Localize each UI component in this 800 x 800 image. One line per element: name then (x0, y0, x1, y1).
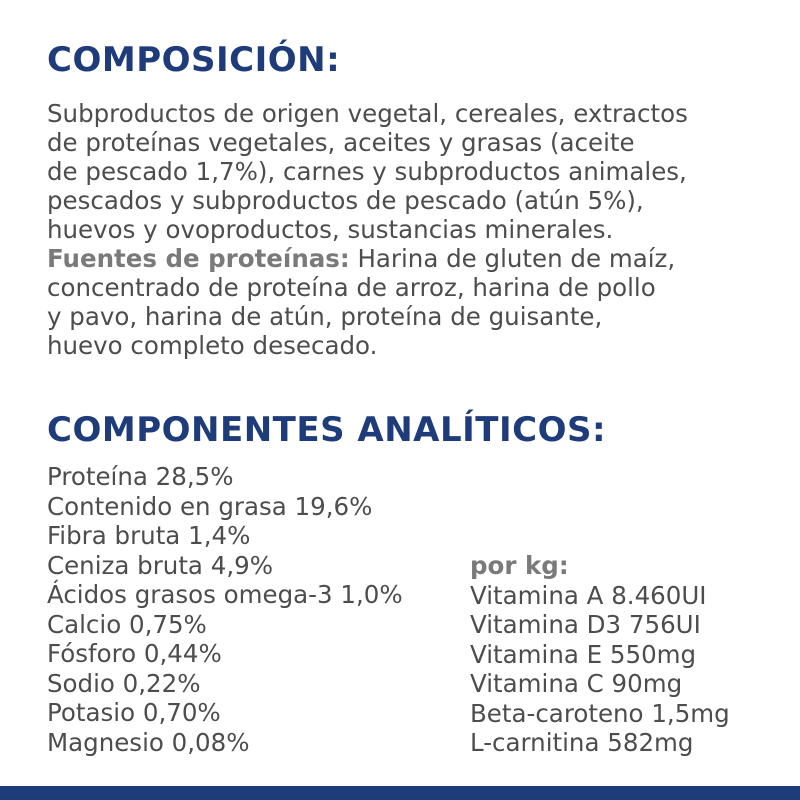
analytical-item: Magnesio 0,08% (47, 727, 250, 757)
vitamin-item: Vitamina A 8.460UI (470, 580, 707, 610)
composition-line: huevos y ovoproductos, sustancias minerales. (47, 215, 614, 244)
protein-sources-label: Fuentes de proteínas: (47, 244, 350, 273)
analytical-item: Fósforo 0,44% (47, 639, 222, 668)
protein-sources-line: concentrado de proteína de arroz, harina de pollo (47, 273, 656, 302)
vitamin-item: Vitamina E 550mg (470, 639, 697, 669)
analytical-item: Ácidos grasos omega-3 1,0% (47, 580, 403, 609)
protein-sources-text: Harina de gluten de maíz, (349, 244, 676, 273)
analytical-item: Potasio 0,70% (47, 698, 221, 727)
vitamin-item: L-carnitina 582mg (470, 728, 694, 757)
footer-bar (0, 786, 800, 800)
per-kg-label: por kg: (470, 551, 569, 580)
composition-line: de pescado 1,7%), carnes y subproductos animales, (47, 157, 687, 186)
vitamin-item: Vitamina C 90mg (470, 669, 683, 698)
analytical-item: Calcio 0,75% (47, 609, 207, 639)
analytical-item: Ceniza bruta 4,9% (47, 550, 273, 580)
composition-line: de proteínas vegetales, aceites y grasas (aceite (47, 128, 635, 157)
analytical-item: Fibra bruta 1,4% (47, 521, 251, 550)
protein-sources-line: y pavo, harina de atún, proteína de guisante, (47, 302, 603, 331)
protein-sources-line (47, 244, 787, 273)
analytical-item: Sodio 0,22% (47, 668, 201, 698)
composition-line: pescados y subproductos de pescado (atún 5%), (47, 186, 644, 215)
vitamin-item: Vitamina D3 756UI (470, 610, 701, 639)
vitamins-list (470, 551, 730, 758)
analytical-item: Proteína 28,5% (47, 462, 234, 491)
vitamin-item: Beta-caroteno 1,5mg (470, 698, 730, 728)
composition-paragraph (47, 99, 787, 360)
analytical-components-heading: COMPONENTES ANALÍTICOS: (47, 410, 607, 450)
composition-line: Subproductos de origen vegetal, cereales, extractos (47, 99, 688, 128)
analytical-components-list (47, 462, 403, 757)
protein-sources-line: huevo completo desecado. (47, 331, 378, 360)
analytical-item: Contenido en grasa 19,6% (47, 491, 373, 521)
composition-heading: COMPOSICIÓN: (47, 40, 341, 80)
